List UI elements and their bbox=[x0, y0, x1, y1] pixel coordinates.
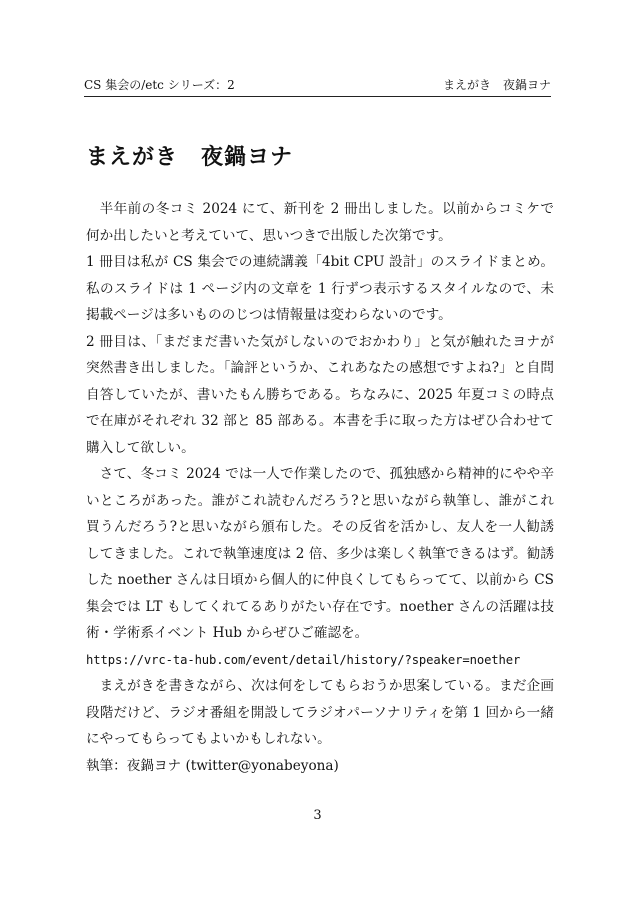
paragraph: 半年前の冬コミ 2024 にて、新刊を 2 冊出しました。以前からコミケで何か出したいと考えていて、思いつきで出版した次第です。 bbox=[86, 201, 554, 244]
event-hub-url: https://vrc-ta-hub.com/event/detail/history/?speaker=noether bbox=[86, 652, 521, 667]
body-text bbox=[86, 196, 554, 779]
paragraph: さて、冬コミ 2024 では一人で作業したので、孤独感から精神的にやや辛いところがあった。誰がこれ読むんだろう?と思いながら執筆し、誰がこれ買うんだろう?と思いながら頒布した。その反省を活かし、友人を一人勧誘してきました。これで執筆速度は 2 倍、多少は楽しく執筆できるはず。勧誘した noether さんは日頃から個人的に仲良くしてもらってて、以前から CS 集会では LT もしてくれてるありがたい存在です。noether さんの活躍は技術・学術系イベント Hub からぜひご確認を。 bbox=[86, 466, 554, 641]
header-rule bbox=[84, 96, 551, 97]
paragraph: 1 冊目は私が CS 集会での連続講義「4bit CPU 設計」のスライドまとめ。私のスライドは 1 ページ内の文章を 1 行ずつ表示するスタイルなので、未掲載ページは多いもののじつは情報量は変わらないのです。 bbox=[86, 254, 554, 323]
chapter-title: まえがき 夜鍋ヨナ bbox=[442, 78, 551, 92]
page-title: まえがき 夜鍋ヨナ bbox=[86, 145, 294, 170]
paragraph: まえがきを書きながら、次は何をしてもらおうか思案している。まだ企画段階だけど、ラジオ番組を開設してラジオパーソナリティを第 1 回から一緒にやってもらってもよいかもしれない。 bbox=[86, 678, 554, 747]
running-header bbox=[84, 76, 551, 94]
author-signature: 執筆：夜鍋ヨナ (twitter@yonabeyona) bbox=[86, 757, 339, 774]
page-number: 3 bbox=[313, 808, 322, 823]
paragraph: 2 冊目は、「まだまだ書いた気がしないのでおかわり」と気が触れたヨナが突然書き出しました。「論評というか、これあなたの感想ですよね?」と自問自答していたが、書いたもん勝ちである。ちなみに、2025 年夏コミの時点で在庫がそれぞれ 32 部と 85 部ある。本書を手に取った方はぜひ合わせて購入して欲しい。 bbox=[86, 333, 554, 456]
series-title: CS 集会の/etc シリーズ：2 bbox=[84, 78, 235, 92]
